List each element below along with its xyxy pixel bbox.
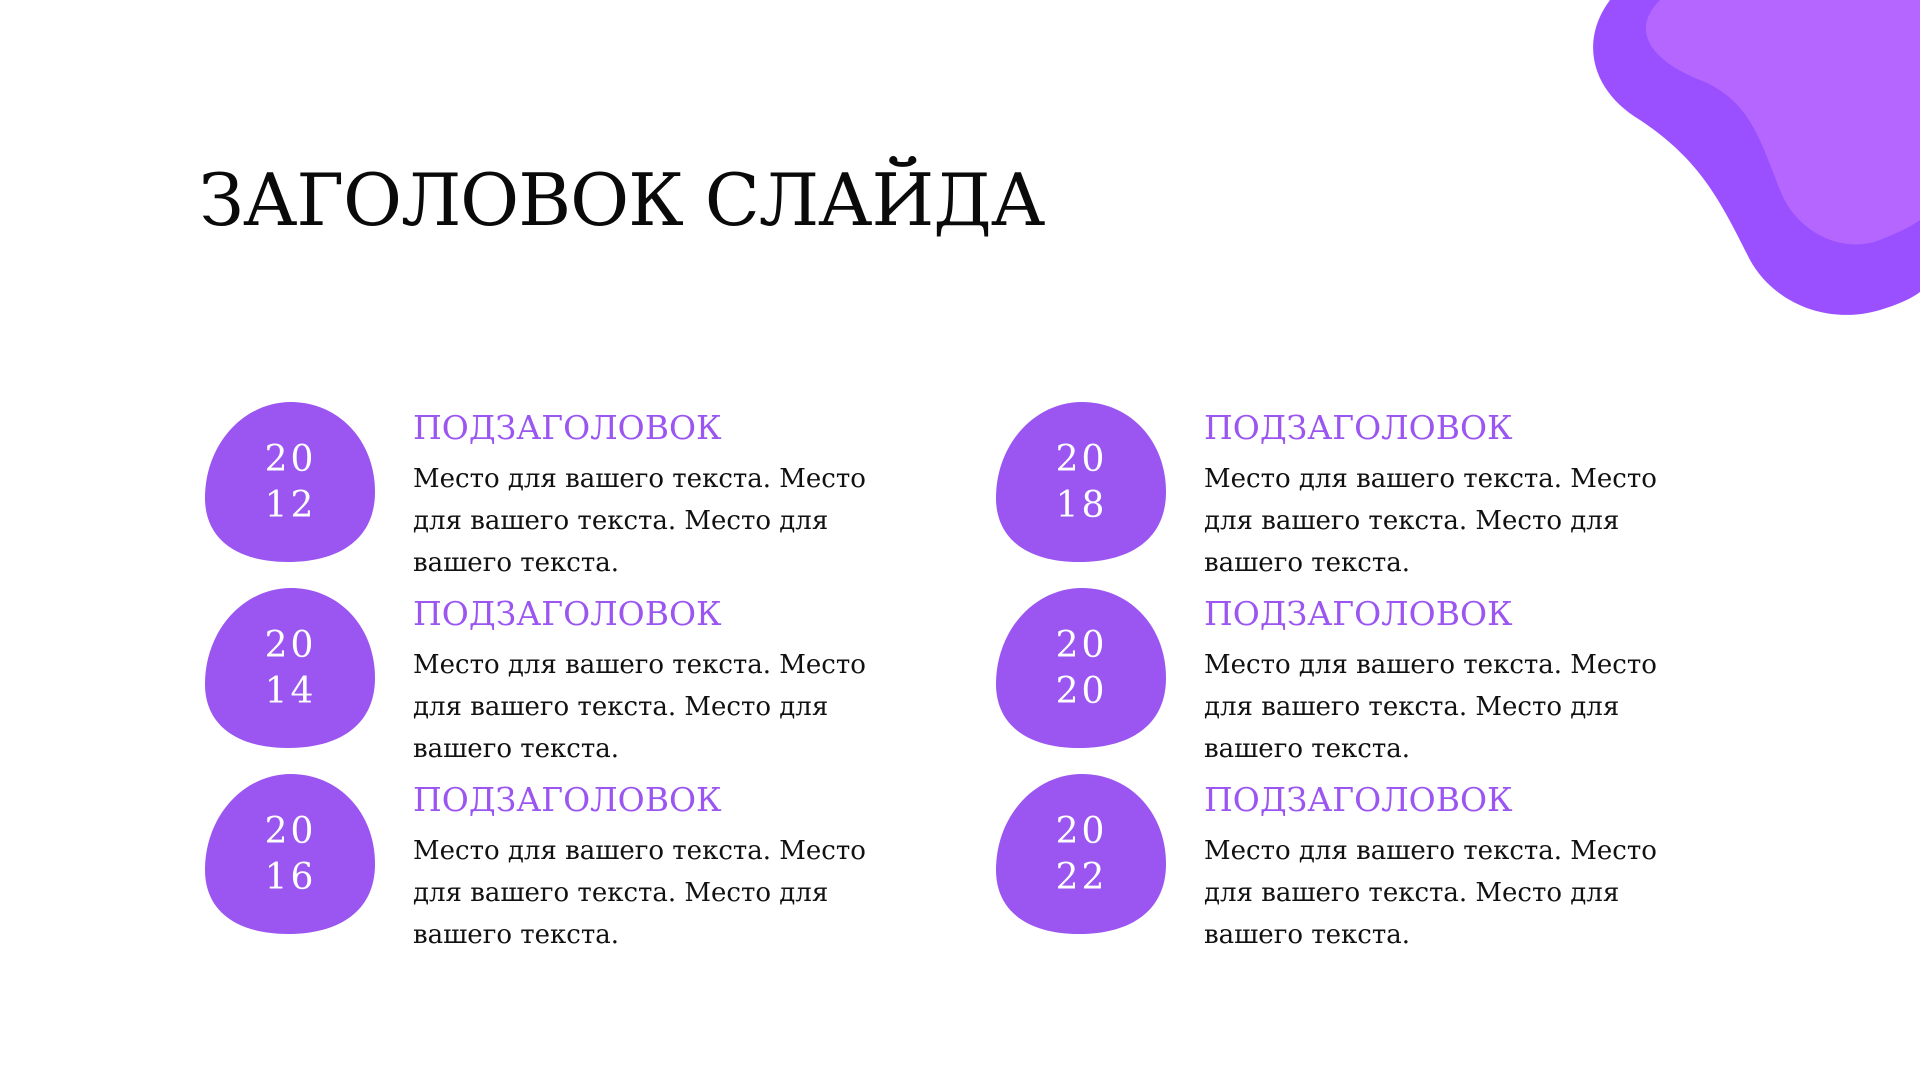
item-heading: ПОДЗАГОЛОВОК xyxy=(413,780,722,819)
item-body: Место для вашего текста. Место для вашего текста. Место для вашего текста. xyxy=(413,464,866,578)
item-heading: ПОДЗАГОЛОВОК xyxy=(413,408,722,447)
year-label xyxy=(203,400,378,565)
timeline-item xyxy=(994,772,1714,952)
year-bottom: 20 xyxy=(1055,670,1108,712)
timeline-item xyxy=(994,400,1714,580)
year-label xyxy=(203,586,378,751)
year-label xyxy=(203,772,378,937)
timeline-item xyxy=(203,586,923,766)
year-bottom: 22 xyxy=(1055,856,1108,898)
slide-title: ЗАГОЛОВОК СЛАЙДА xyxy=(199,158,1045,242)
year-label xyxy=(994,400,1169,565)
year-top: 20 xyxy=(264,438,317,480)
year-bottom: 18 xyxy=(1055,484,1108,526)
year-bottom: 12 xyxy=(264,484,317,526)
year-bottom: 16 xyxy=(264,856,317,898)
item-body: Место для вашего текста. Место для вашего текста. Место для вашего текста. xyxy=(413,650,866,764)
year-badge xyxy=(994,400,1169,565)
year-badge xyxy=(994,586,1169,751)
item-heading: ПОДЗАГОЛОВОК xyxy=(413,594,722,633)
year-top: 20 xyxy=(264,810,317,852)
item-heading: ПОДЗАГОЛОВОК xyxy=(1204,594,1513,633)
year-top: 20 xyxy=(1055,810,1108,852)
item-body: Место для вашего текста. Место для вашего текста. Место для вашего текста. xyxy=(1204,464,1657,578)
year-label xyxy=(994,772,1169,937)
timeline-item xyxy=(203,772,923,952)
timeline-item xyxy=(994,586,1714,766)
item-heading: ПОДЗАГОЛОВОК xyxy=(1204,780,1513,819)
year-bottom: 14 xyxy=(264,670,317,712)
item-body: Место для вашего текста. Место для вашего текста. Место для вашего текста. xyxy=(413,836,866,950)
year-top: 20 xyxy=(1055,438,1108,480)
year-top: 20 xyxy=(1055,624,1108,666)
year-badge xyxy=(203,772,378,937)
item-heading: ПОДЗАГОЛОВОК xyxy=(1204,408,1513,447)
corner-blob-decoration xyxy=(1590,0,1920,320)
item-body: Место для вашего текста. Место для вашего текста. Место для вашего текста. xyxy=(1204,650,1657,764)
year-badge xyxy=(203,586,378,751)
year-label xyxy=(994,586,1169,751)
year-badge xyxy=(994,772,1169,937)
item-body: Место для вашего текста. Место для вашего текста. Место для вашего текста. xyxy=(1204,836,1657,950)
timeline-item xyxy=(203,400,923,580)
year-badge xyxy=(203,400,378,565)
year-top: 20 xyxy=(264,624,317,666)
